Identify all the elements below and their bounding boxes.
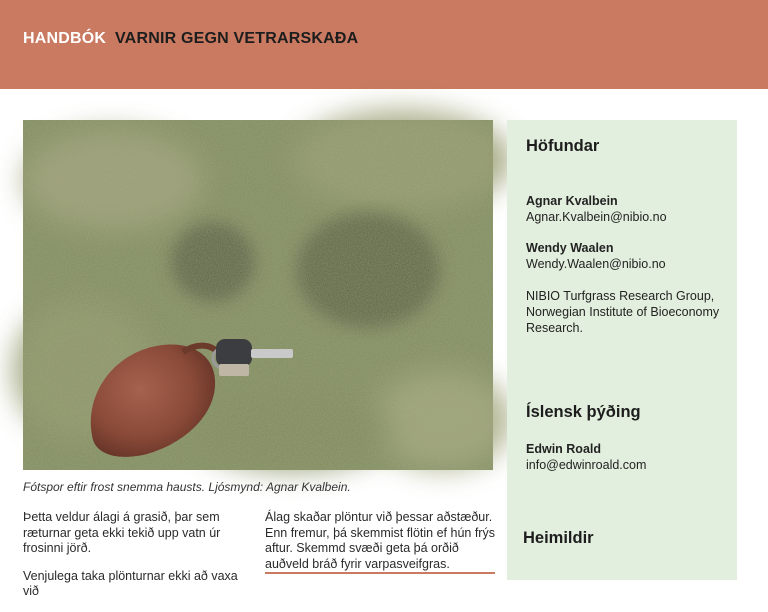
frost-footprint-photo bbox=[23, 120, 493, 470]
paragraph: Venjulega taka plönturnar ekki að vaxa við bbox=[23, 568, 238, 598]
translator-name: Edwin Roald bbox=[526, 442, 601, 456]
author-email[interactable]: Agnar.Kvalbein@nibio.no bbox=[526, 210, 667, 224]
references-heading: Heimildir bbox=[523, 529, 594, 547]
page-title: VARNIR GEGN VETRARSKAÐA bbox=[115, 30, 359, 47]
brand-label: HANDBÓK bbox=[23, 30, 107, 47]
sidebar-panel bbox=[507, 120, 737, 580]
column-divider bbox=[265, 572, 495, 574]
translation-heading: Íslensk þýðing bbox=[526, 403, 641, 421]
translator-entry bbox=[526, 441, 731, 473]
affiliation-text: NIBIO Turfgrass Research Group, Norwegian Institute of Bioeconomy Research. bbox=[526, 289, 720, 335]
author-name: Wendy Waalen bbox=[526, 241, 614, 255]
paragraph: Álag skaðar plöntur við þessar aðstæður. Enn fremur, þá skemmist flötin ef hún frýs aftur. Skemmd svæði geta þá orðið auðveld bráð fyrir varpasveifgras. bbox=[265, 510, 495, 571]
paragraph: Þetta veldur álagi á grasið, þar sem ræturnar geta ekki tekið upp vatn úr frosinni jörð. bbox=[23, 510, 221, 555]
photo-caption: Fótspor eftir frost snemma hausts. Ljósmynd: Agnar Kvalbein. bbox=[23, 480, 351, 494]
author-name: Agnar Kvalbein bbox=[526, 194, 618, 208]
author-entry bbox=[526, 240, 731, 272]
author-email[interactable]: Wendy.Waalen@nibio.no bbox=[526, 257, 666, 271]
body-column-1 bbox=[23, 510, 248, 612]
translator-email[interactable]: info@edwinroald.com bbox=[526, 458, 647, 472]
header-banner bbox=[0, 0, 768, 89]
author-entry bbox=[526, 193, 731, 225]
authors-heading: Höfundar bbox=[526, 137, 600, 155]
